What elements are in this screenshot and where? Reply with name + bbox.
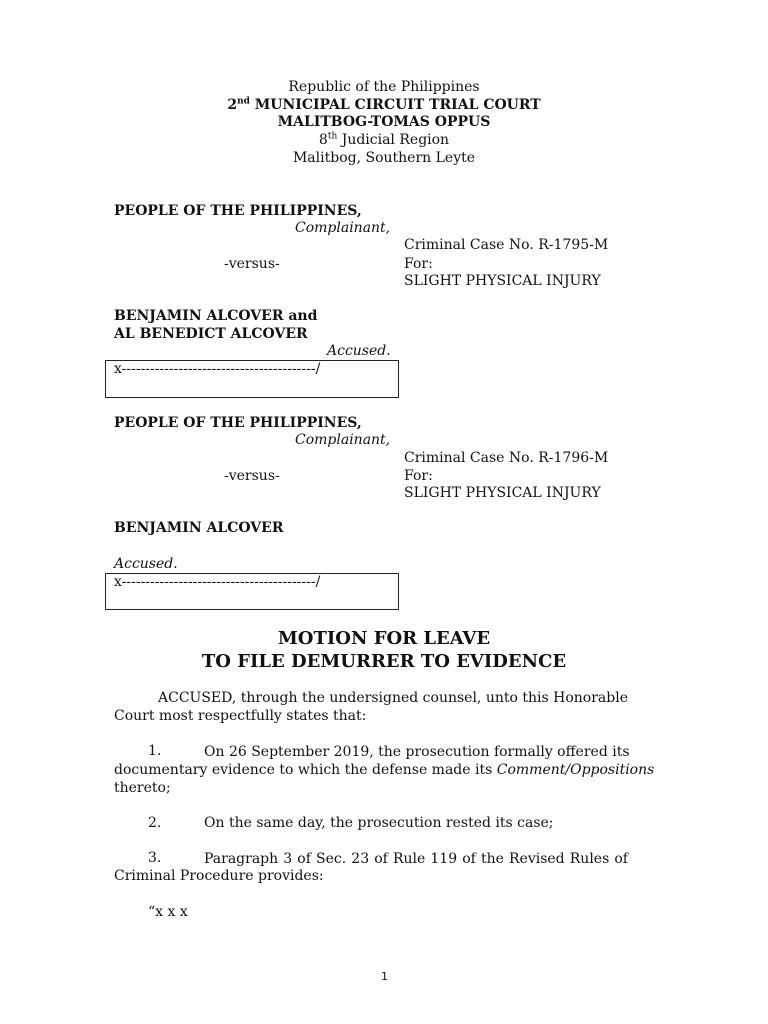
p1-line1-wrap [204, 743, 628, 761]
case1-separator: x-----------------------------------------/ [114, 361, 321, 377]
court-header-region: 8th Judicial Region [318, 131, 450, 148]
case1-accused-line2: AL BENEDICT ALCOVER [114, 326, 308, 342]
motion-title-line1: MOTION FOR LEAVE [277, 628, 491, 649]
case1-case-number: Criminal Case No. R-1795-M [404, 237, 609, 253]
case1-versus: -versus- [224, 256, 280, 272]
intro-paragraph [114, 689, 628, 725]
case2-plaintiff-role: Complainant, [295, 432, 391, 448]
case2-separator: x-----------------------------------------/ [114, 574, 321, 590]
case2-plaintiff: PEOPLE OF THE PHILIPPINES, [114, 415, 362, 431]
case2-accused-line1: BENJAMIN ALCOVER [114, 520, 284, 536]
case1-accused-line1: BENJAMIN ALCOVER and [114, 308, 318, 324]
case2-case-number: Criminal Case No. R-1796-M [404, 450, 609, 466]
p2-line1: On the same day, the prosecution rested its case; [204, 815, 554, 831]
p3-line1-wrap [204, 850, 628, 868]
case2-versus: -versus- [224, 468, 280, 484]
court-header-republic: Republic of the Philippines [288, 79, 480, 95]
p3-line2: Criminal Procedure provides: [114, 868, 324, 884]
court-header-court-name: 2nd MUNICIPAL CIRCUIT TRIAL COURT [227, 96, 541, 113]
case1-accused-role: Accused. [327, 343, 391, 359]
p2-number: 2. [148, 815, 162, 831]
intro-line1: ACCUSED, through the undersigned counsel, unto this Honorable [158, 690, 628, 706]
case1-plaintiff: PEOPLE OF THE PHILIPPINES, [114, 203, 362, 219]
page-number: 1 [381, 970, 388, 983]
case2-offense: SLIGHT PHYSICAL INJURY [404, 485, 601, 501]
intro-line2: Court most respectfully states that: [114, 708, 367, 724]
case1-for-label: For: [404, 256, 433, 272]
p3-line1: Paragraph 3 of Sec. 23 of Rule 119 of the Revised Rules of [204, 851, 628, 867]
p1-line2: documentary evidence to which the defense made its Comment/Oppositions [114, 762, 655, 778]
court-header-branch: MALITBOG-TOMAS OPPUS [277, 114, 491, 130]
motion-title-line2: TO FILE DEMURRER TO EVIDENCE [201, 651, 567, 672]
p3-number: 3. [148, 850, 162, 866]
case1-plaintiff-role: Complainant, [295, 220, 391, 236]
case2-accused-role: Accused. [114, 556, 178, 572]
court-header-location: Malitbog, Southern Leyte [292, 150, 476, 166]
case2-for-label: For: [404, 468, 433, 484]
p1-line1: On 26 September 2019, the prosecution formally offered its [204, 744, 630, 760]
quote-start: “x x x [148, 904, 188, 920]
p1-rest [114, 761, 655, 797]
p1-number: 1. [148, 743, 162, 759]
case1-offense: SLIGHT PHYSICAL INJURY [404, 273, 601, 289]
p1-line3: thereto; [114, 780, 171, 796]
